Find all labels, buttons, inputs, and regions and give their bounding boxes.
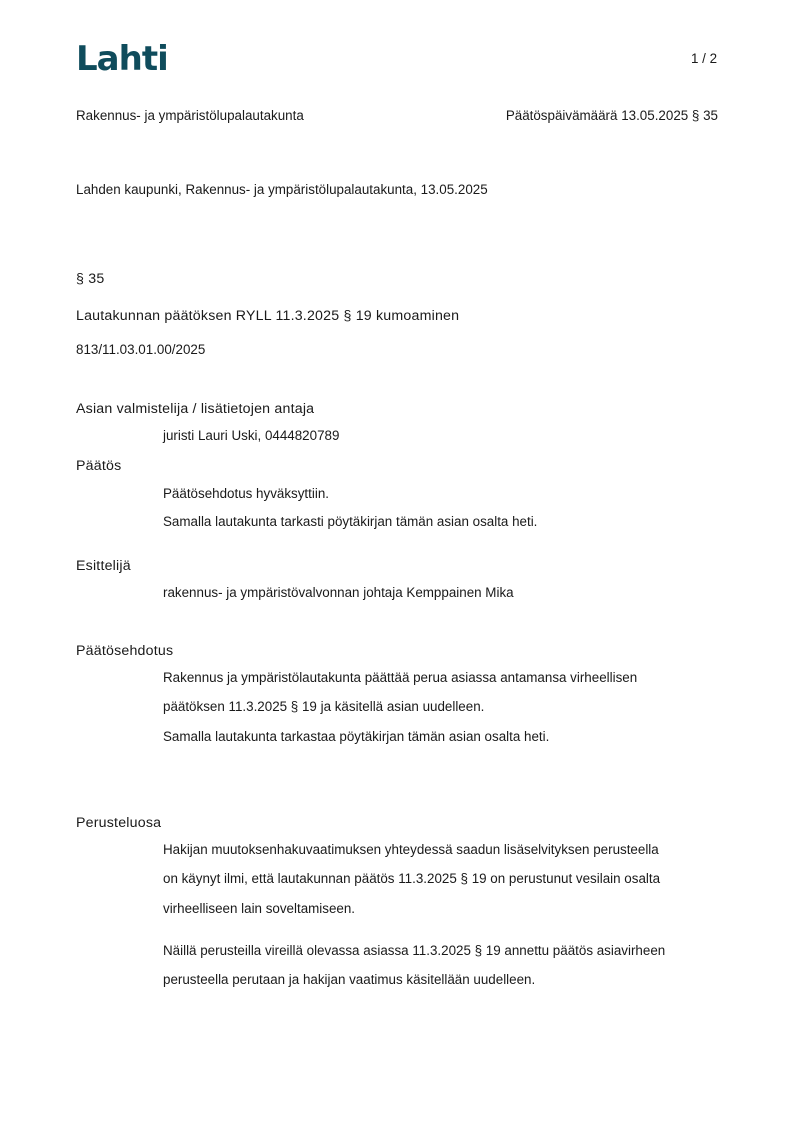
preparer-value: juristi Lauri Uski, 0444820789 — [163, 428, 340, 443]
rationale-heading: Perusteluosa — [76, 815, 162, 831]
preparer-heading: Asian valmistelija / lisätietojen antaja — [76, 401, 315, 417]
case-id: 813/11.03.01.00/2025 — [76, 342, 206, 357]
proposal-line: Rakennus ja ympäristölautakunta päättää perua asiassa antamansa virheellisen — [163, 670, 638, 685]
rationale-line: perusteella perutaan ja hakijan vaatimus käsitellään uudelleen. — [163, 972, 536, 987]
rationale-line: on käynyt ilmi, että lautakunnan päätös 11.3.2025 § 19 on perustunut vesilain osalta — [163, 871, 661, 886]
rationale-line: Näillä perusteilla vireillä olevassa asiassa 11.3.2025 § 19 annettu päätös asiavirheen — [163, 943, 666, 958]
rationale-line: Hakijan muutoksenhakuvaatimuksen yhteydessä saadun lisäselvityksen perusteella — [163, 842, 659, 857]
decision-line: Samalla lautakunta tarkasti pöytäkirjan tämän asian osalta heti. — [163, 514, 538, 529]
rationale-line: virheelliseen lain soveltamiseen. — [163, 901, 356, 916]
page-number: 1 / 2 — [691, 51, 718, 66]
proposal-line: Samalla lautakunta tarkastaa pöytäkirjan tämän asian osalta heti. — [163, 729, 550, 744]
presenter-value: rakennus- ja ympäristövalvonnan johtaja Kemppainen Mika — [163, 585, 514, 600]
section-number: § 35 — [76, 271, 105, 287]
decision-heading: Päätös — [76, 458, 122, 474]
lahti-logo: Lahti — [76, 39, 168, 79]
meta-line: Lahden kaupunki, Rakennus- ja ympäristölupalautakunta, 13.05.2025 — [76, 182, 488, 197]
decision-date: Päätöspäivämäärä 13.05.2025 § 35 — [505, 108, 718, 123]
proposal-line: päätöksen 11.3.2025 § 19 ja käsitellä asian uudelleen. — [163, 699, 485, 714]
presenter-heading: Esittelijä — [76, 558, 131, 574]
proposal-heading: Päätösehdotus — [76, 643, 174, 659]
committee-name: Rakennus- ja ympäristölupalautakunta — [76, 108, 304, 123]
decision-line: Päätösehdotus hyväksyttiin. — [163, 486, 329, 501]
page-title: Lautakunnan päätöksen RYLL 11.3.2025 § 19 kumoaminen — [76, 308, 460, 324]
